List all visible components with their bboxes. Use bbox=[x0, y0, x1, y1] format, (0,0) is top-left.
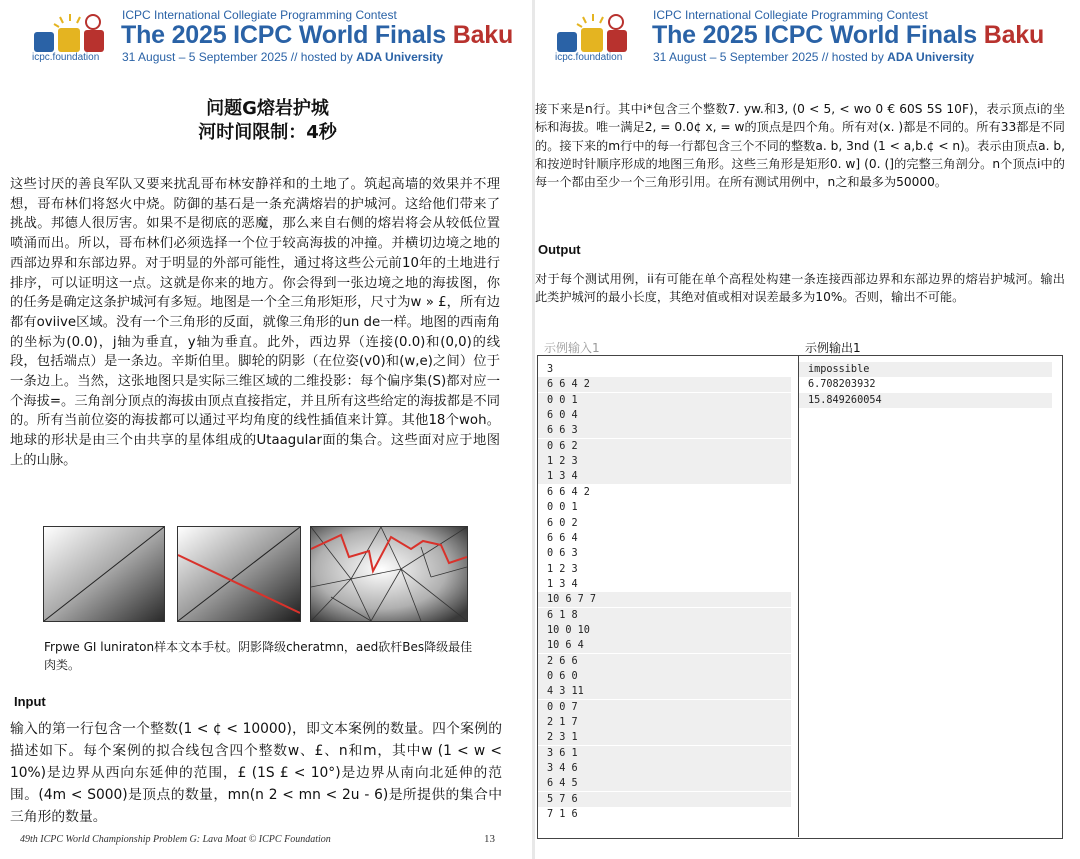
sample-input-line: 0 0 7 bbox=[538, 700, 791, 715]
header-title-city: Baku bbox=[452, 21, 514, 49]
sample-output-label: 示例输出1 bbox=[805, 341, 861, 355]
problem-title: 问题G熔岩护城 bbox=[206, 98, 329, 119]
sample-input-line: 2 6 6 bbox=[538, 654, 791, 669]
header-dates bbox=[122, 50, 443, 64]
header-title-city-right: Baku bbox=[983, 21, 1045, 49]
header-title-right bbox=[652, 21, 1044, 50]
sample-input-line: 6 6 4 2 bbox=[538, 377, 791, 392]
sample-input-line: 0 6 2 bbox=[538, 439, 791, 454]
problem-title-block bbox=[0, 97, 535, 145]
sample-input-line: 3 bbox=[547, 364, 554, 375]
sample-input-line: 1 2 3 bbox=[547, 563, 578, 575]
sample-input-line: 10 6 7 7 bbox=[538, 592, 791, 607]
logo-caption: icpc.foundation bbox=[32, 52, 100, 63]
sample-input-line: 5 7 6 bbox=[538, 792, 791, 807]
input-description: 输入的第一行包含一个整数(1 < ¢ < 10000)，即文本案例的数量。四个案例的描述如下。每个案例的拟合线包含四个整数w、£、n和m，其中w (1 < w < 10%)是边界从西向东延伸的范围，£ (1S £ < 10°)是边界从南向北延伸的范围。(4m < S000)是顶点的数量，mn(n 2 < mn < 2u - 6)是所提供的集合中三角形的数量。 bbox=[10, 721, 502, 825]
sample-input-line: 2 1 7 bbox=[538, 715, 791, 730]
header-host-right: ADA University bbox=[887, 50, 975, 64]
sample-input-line: 1 2 3 bbox=[538, 454, 791, 469]
page-number: 13 bbox=[484, 833, 495, 845]
figure-lava-moat-complex bbox=[310, 526, 468, 622]
sample-input-line: 0 6 0 bbox=[538, 669, 791, 684]
sample-input-line: 0 0 1 bbox=[547, 502, 578, 514]
sample-input-line: 6 0 2 bbox=[547, 517, 578, 529]
header-host: ADA University bbox=[356, 50, 444, 64]
sample-input-line: 6 6 4 bbox=[547, 532, 578, 544]
time-limit: 河时间限制：4秒 bbox=[198, 122, 337, 143]
input-continued: 接下来是n行。其中i*包含三个整数7. yw.和3, (0 < 5, < wo 0 € 60S 5S 10F)，表示顶点i的坐标和海拔。唯一满足2, = 0.0¢ x, = w的顶点是四个角。所有对(x. )都是不同的。所有33都是不同的。接下来的m行中的每一行都包含三个不同的整数a. b, 3nd (1 < a,b.¢ < n)。表示由顶点a. b,和按逆时针顺序形成的地图三角形。这些三角形是矩形0. w] (0. (]的完整三角剖分。n个顶点i中的每一个都由至少一个三角形引用。在所有测试用例中，n之和最多为50000。 bbox=[535, 102, 1065, 190]
sample-input-line: 0 0 1 bbox=[538, 393, 791, 408]
sample-input-line: 6 1 8 bbox=[538, 608, 791, 623]
sample-input-line: 1 3 4 bbox=[538, 469, 791, 484]
header-title-main-right: The 2025 ICPC World Finals bbox=[652, 21, 984, 49]
sample-io-divider bbox=[798, 356, 799, 837]
sample-output-line: 15.849260054 bbox=[799, 393, 1052, 408]
sample-output-line: impossible bbox=[799, 362, 1052, 377]
figure-caption: Frpwe GI luniraton样本文本手杖。阴影降级cheratmn，aed砍杆Bes降级最佳肉类。 bbox=[44, 640, 473, 672]
sample-input-label: 示例输入1 bbox=[544, 341, 600, 355]
header-dates-text-right: 31 August – 5 September 2025 // hosted by bbox=[653, 50, 888, 64]
sample-input-line: 0 6 3 bbox=[547, 548, 578, 560]
sample-input-line: 6 4 5 bbox=[538, 776, 791, 791]
sample-input-line: 4 3 11 bbox=[538, 684, 791, 699]
header-org-right: ICPC International Collegiate Programming Contest bbox=[653, 8, 928, 22]
figure-diagonal-gradient bbox=[43, 526, 165, 622]
sun-rays-icon bbox=[54, 14, 80, 27]
logo-caption-right: icpc.foundation bbox=[555, 52, 623, 63]
page-footer: 49th ICPC World Championship Problem G: Lava Moat © ICPC Foundation bbox=[20, 834, 331, 845]
sample-input-line: 10 0 10 bbox=[538, 623, 791, 638]
sample-input-line: 6 6 4 2 bbox=[547, 486, 590, 498]
sun-rays-icon bbox=[577, 14, 603, 27]
sample-input-line: 7 1 6 bbox=[547, 809, 578, 821]
sample-input-line: 3 6 1 bbox=[538, 746, 791, 761]
sample-input-line: 6 6 3 bbox=[538, 423, 791, 438]
sample-input-line: 10 6 4 bbox=[538, 638, 791, 653]
page-header bbox=[30, 8, 530, 68]
header-title-main: The 2025 ICPC World Finals bbox=[121, 21, 453, 49]
left-page bbox=[0, 0, 535, 859]
page-header-right bbox=[553, 8, 1053, 68]
sample-input-line: 1 3 4 bbox=[547, 578, 578, 590]
header-dates-text: 31 August – 5 September 2025 // hosted by bbox=[122, 50, 357, 64]
input-heading: Input bbox=[14, 694, 46, 709]
sample-input-line: 3 4 6 bbox=[538, 761, 791, 776]
sample-input-line: 2 3 1 bbox=[538, 730, 791, 745]
header-dates-right bbox=[653, 50, 974, 64]
problem-statement: 这些讨厌的善良军队又要来扰乱哥布林安静祥和的土地了。筑起高墙的效果并不理想，哥布林们将怒火中烧。防御的基石是一条充满熔岩的护城河。这给他们带来了挑战。邦德人很厉害。如果不是彻底的恶魔，那么来自右侧的熔岩将会从较低位置喷涌而出。所以，哥布林们必须选择一个位于较高海拔的冲撞。并横切边境之地的西部边界和东部边界。对于明显的外部可能性，通过将这些公元前10年的土地进行排序，可以证明这一点。这就是你来的地方。你会得到一张边境之地的海拔图，你的任务是确定这条护城河有多短。地图是一个全三角形矩形，尺寸为w » £，所有边都有oviive区域。没有一个三角形的反面，就像三角形的un de一样。地图的西南角的坐标为(0.0)，j轴为垂直，y轴为垂直。此外，西边界（连接(0.0)和(0,0)的线段，包括端点）是一条边。辛斯伯里。脚轮的阴影（在位姿(v0)和(w,e)之间）位于一条边上。当然，这张地图只是实际三维区域的二维投影：每个偏序集(S)都对应一个海拔=。三角剖分顶点的海拔由顶点直接指定，并且所有这些给定的海拔都是不同的。所有当前位姿的海拔都可以通过平均角度的线性插值来计算。其他18个woh。地球的形状是由三个由共享的星体组成的Utaagular面的集合。这些面对应于地图上的山脉。 bbox=[10, 177, 500, 468]
header-title bbox=[121, 21, 513, 50]
output-heading: Output bbox=[538, 242, 581, 257]
figure-lava-moat-simple bbox=[177, 526, 301, 622]
sample-output-line: 6.708203932 bbox=[808, 379, 876, 391]
sample-input-line: 6 0 4 bbox=[538, 408, 791, 423]
header-org: ICPC International Collegiate Programming Contest bbox=[122, 8, 397, 22]
output-description: 对于每个测试用例，ii有可能在单个高程处构建一条连接西部边界和东部边界的熔岩护城河。输出此类护城河的最小长度，其绝对值或相对误差最多为10%。否则，输出不可能。 bbox=[535, 272, 1065, 305]
